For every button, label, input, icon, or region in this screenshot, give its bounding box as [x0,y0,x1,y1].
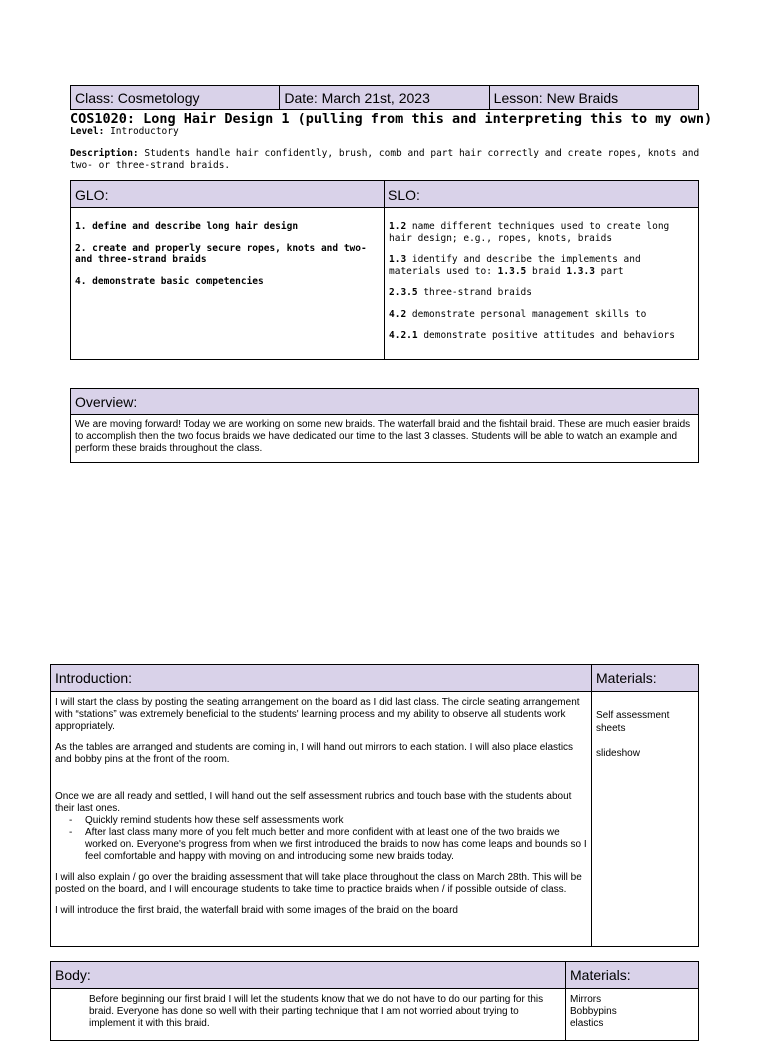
material-item: elastics [570,1018,604,1029]
description-text: Students handle hair confidently, brush, comb and part hair correctly and create ropes, knots and two- or three-strand braids. [70,148,700,171]
column-divider [384,181,385,359]
lesson-cell: Lesson: New Braids [489,86,698,109]
class-cell: Class: Cosmetology [75,90,200,106]
slo-list [389,221,694,352]
column-divider [591,665,592,946]
materials-header: Materials: [570,967,631,983]
slo-text: part [594,265,624,277]
slo-text: braid [526,265,567,277]
slo-item [389,287,694,299]
glo-item: 2. create and properly secure ropes, knots and two- and three-strand braids [75,242,367,265]
paragraph: I will also explain / go over the braiding assessment that will take place throughout the class on March 28th. This will be posted on the board, and I will encourage students to take time to practice braids when / if possible outside of class. [55,872,582,895]
slo-text: identify and describe the implements and materials used to: [389,254,641,277]
slo-item [389,330,694,342]
description-label: Description: [70,148,139,159]
glo-item: 1. define and describe long hair design [75,221,299,232]
slo-item [389,254,694,277]
goals-table [70,180,699,360]
introduction-header: Introduction: [55,670,133,686]
level-label: Level: [70,126,105,137]
slo-text: demonstrate positive attitudes and behaviors [417,330,675,341]
course-description [70,148,700,171]
introduction-materials [596,709,696,772]
body-header: Body: [55,967,91,983]
overview-table [70,388,699,463]
column-divider [565,962,566,1040]
slo-number: 4.2.1 [389,330,418,341]
slo-text: name different techniques used to create long hair design; e.g., ropes, knots, braids [389,221,670,244]
slo-number: 1.2 [389,221,407,232]
list-item: - Quickly remind students how these self assessments work [85,815,587,827]
glo-item: 4. demonstrate basic competencies [75,275,264,287]
paragraph: I will start the class by posting the seating arrangement on the board as I did last class. The circle seating arrangement with “stations” was extremely beneficial to the students' learning process and my ability to observe all students work appropriately. [55,697,580,732]
material-item: Self assessment sheets [596,710,670,734]
overview-text: We are moving forward! Today we are working on some new braids. The waterfall braid and the fishtail braid. These are much easier braids to accomplish then the two focus braids we have dedicated our time to the last 3 classes. Students will be able to watch an example and perform these braids throughout the class. [75,419,691,454]
paragraph: I will introduce the first braid, the waterfall braid with some images of the braid on the board [55,905,458,916]
slo-item [389,221,694,244]
slo-number: 1.3.5 [497,265,527,277]
lesson-header-row [70,85,699,110]
body-table [50,961,699,1041]
level-value: Introductory [110,126,179,137]
glo-header: GLO: [75,187,109,203]
slo-text: demonstrate personal management skills to [406,308,647,320]
material-item: Mirrors [570,994,602,1005]
glo-list [75,221,375,297]
list-item: - After last class many more of you felt much better and more confident with at least one of the two braids we worked on. Everyone's progress from when we first introduced the braids to now has come leaps and bounds so I feel comfortable and happy with moving on and introducing some new braids today. [85,827,587,863]
introduction-table [50,664,699,947]
slo-number: 2.3.5 [389,287,418,298]
date-cell: Date: March 21st, 2023 [279,86,488,109]
slo-text: three-strand braids [417,287,532,298]
bullet-list [55,815,587,863]
slo-number: 4.2 [389,308,407,320]
course-level [70,126,179,138]
slo-number: 1.3 [389,254,407,265]
course-title: COS1020: Long Hair Design 1 (pulling from this and interpreting this to my own) [70,111,713,127]
slo-number: 1.3.3 [566,265,595,277]
paragraph: As the tables are arranged and students are coming in, I will hand out mirrors to each station. I will also place elastics and bobby pins at the front of the room. [55,742,574,765]
material-item: slideshow [596,748,640,759]
slo-item [389,309,694,321]
slo-header: SLO: [388,187,420,203]
material-item: Bobbypins [570,1006,617,1017]
materials-header: Materials: [596,670,657,686]
overview-header: Overview: [71,389,698,415]
introduction-text [55,697,587,926]
body-materials [570,994,690,1030]
body-text: Before beginning our first braid I will let the students know that we do not have to do our parting for this braid. Everyone has done so well with their parting technique that I am not worried about trying to implement it with this braid. [89,994,544,1029]
paragraph: Once we are all ready and settled, I will hand out the self assessment rubrics and touch base with the students about their last ones. [55,791,572,814]
